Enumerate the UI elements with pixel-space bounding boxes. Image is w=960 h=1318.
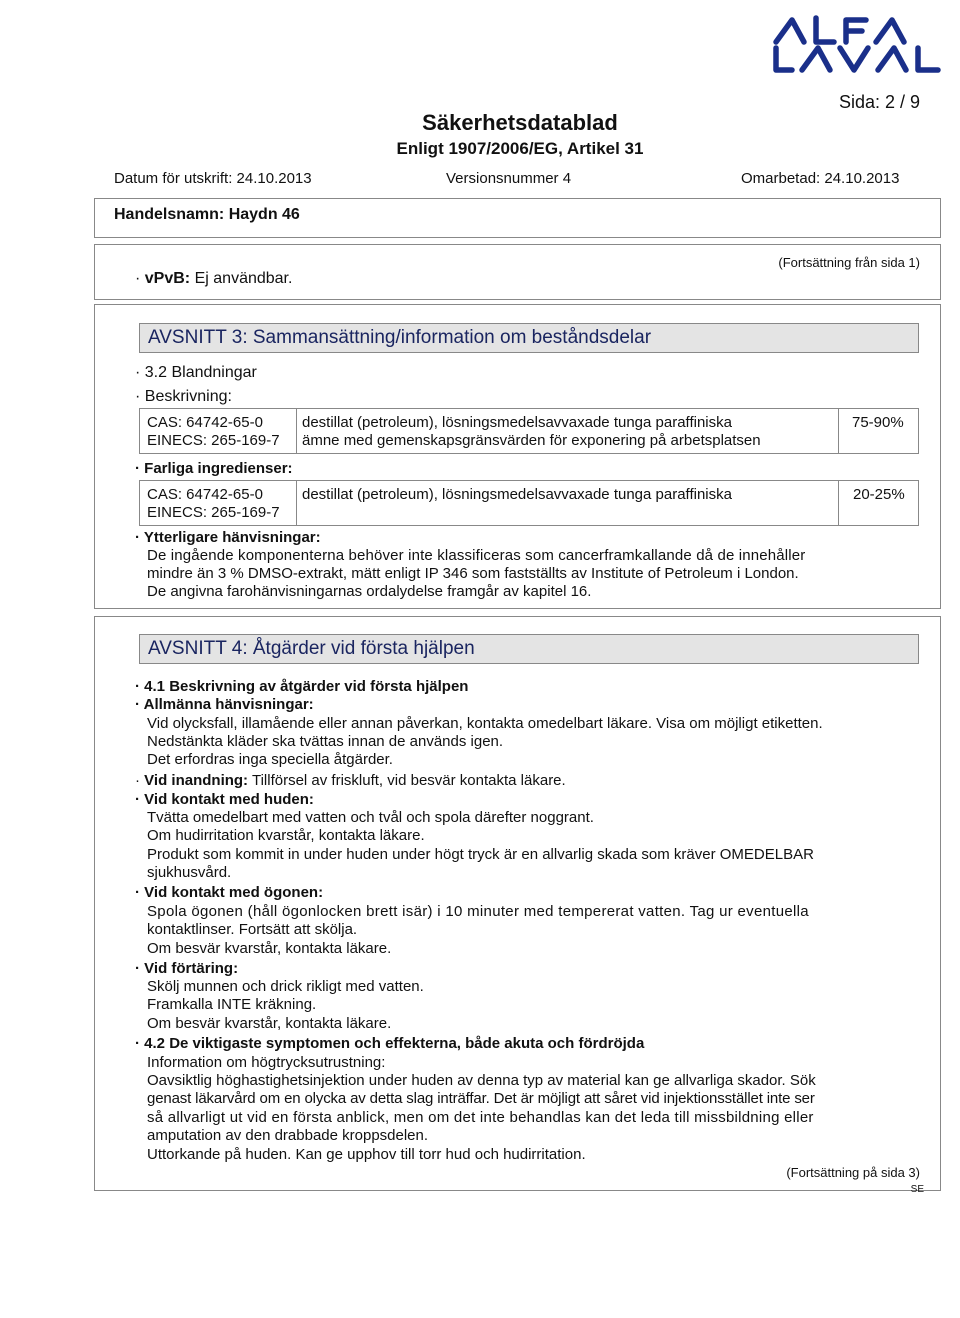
trade-name: Handelsnamn: Haydn 46 — [114, 206, 300, 223]
hp-line: Uttorkande på huden. Kan ge upphov till torr hud och hudirritation. — [147, 1146, 586, 1163]
print-date: Datum för utskrift: 24.10.2013 — [114, 170, 312, 187]
hp-line: Oavsiktlig höghastighetsinjektion under huden av denna typ av material kan ge allvarliga skador. Sök — [147, 1072, 816, 1089]
eye-line: Om besvär kvarstår, kontakta läkare. — [147, 940, 392, 957]
section3-heading: AVSNITT 3: Sammansättning/information om beståndsdelar — [139, 323, 919, 353]
eye-line: Spola ögonen (håll ögonlocken brett isär) i 10 minuter med tempererat vatten. Tag ur eventuella — [147, 903, 809, 920]
alfa-laval-logo — [772, 12, 944, 76]
description-label: · Beskrivning: — [135, 388, 232, 405]
subsection-4-2: · 4.2 De viktigaste symptomen och effekterna, både akuta och fördröjda — [135, 1035, 645, 1052]
version-number: Versionsnummer 4 — [446, 170, 572, 187]
document-subtitle: Enligt 1907/2006/EG, Artikel 31 — [396, 139, 644, 158]
vpvb-value: Ej användbar. — [194, 270, 293, 287]
ingestion-line: Skölj munnen och drick rikligt med vatten. — [147, 978, 424, 995]
description-name-line2: ämne med gemenskapsgränsvärden för exponering på arbetsplatsen — [302, 432, 761, 449]
hp-label: Information om högtrycksutrustning: — [147, 1054, 386, 1071]
bullet-dot: · — [135, 270, 141, 287]
hazardous-cas: CAS: 64742-65-0 — [147, 486, 263, 503]
hp-line: så allvarligt ut vid en första anblick, men om det inte behandlas kan det leda till missbildning eller — [147, 1109, 814, 1126]
document-title: Säkerhetsdatablad — [422, 110, 618, 135]
hp-line: genast läkarvård om en olycka av detta slag inträffar. Det är möjligt att såret vid injektionsstället inte ser — [147, 1090, 815, 1107]
eye-line: kontaktlinser. Fortsätt att skölja. — [147, 921, 358, 938]
inhalation-line: · Vid inandning: Tillförsel av friskluft, vid besvär kontakta läkare. — [135, 772, 566, 789]
general-line: Det erfordras inga speciella åtgärder. — [147, 751, 393, 768]
skin-line: Om hudirritation kvarstår, kontakta läkare. — [147, 827, 425, 844]
ingestion-line: Framkalla INTE kräkning. — [147, 996, 317, 1013]
ingestion-line: Om besvär kvarstår, kontakta läkare. — [147, 1015, 392, 1032]
description-name-line1: destillat (petroleum), lösningsmedelsavvaxade tunga paraffiniska — [302, 414, 732, 431]
subsection-3-2: · 3.2 Blandningar — [135, 364, 257, 381]
vpvb-label: vPvB: — [144, 270, 191, 287]
subsection-4-1: · 4.1 Beskrivning av åtgärder vid första hjälpen — [135, 678, 469, 695]
section4-heading: AVSNITT 4: Åtgärder vid första hjälpen — [139, 634, 919, 664]
vpvb-line — [135, 270, 292, 288]
hazardous-name: destillat (petroleum), lösningsmedelsavvaxade tunga paraffiniska — [302, 486, 732, 503]
further-line: mindre än 3 % DMSO-extrakt, mätt enligt IP 346 som fastställts av Institute of Petroleum i London. — [147, 565, 799, 582]
hazardous-einecs: EINECS: 265-169-7 — [147, 504, 280, 521]
hazardous-label: · Farliga ingredienser: — [135, 460, 293, 477]
skin-line: sjukhusvård. — [147, 864, 232, 881]
further-label: · Ytterligare hänvisningar: — [135, 529, 321, 546]
general-line: Nedstänkta kläder ska tvättas innan de används igen. — [147, 733, 504, 750]
description-cas: CAS: 64742-65-0 — [147, 414, 263, 431]
eye-label: · Vid kontakt med ögonen: — [135, 884, 324, 901]
further-line: De angivna farohänvisningarnas ordalydelse framgår av kapitel 16. — [147, 583, 592, 600]
language-code: SE — [910, 1184, 924, 1195]
continued-to: (Fortsättning på sida 3) — [786, 1165, 920, 1180]
page-number: Sida: 2 / 9 — [838, 92, 920, 112]
ingestion-label: · Vid förtäring: — [135, 960, 239, 977]
general-label: · Allmänna hänvisningar: — [135, 696, 314, 713]
description-einecs: EINECS: 265-169-7 — [147, 432, 280, 449]
general-line: Vid olycksfall, illamående eller annan påverkan, kontakta omedelbart läkare. Visa om möjligt etiketten. — [147, 715, 823, 732]
further-line: De ingående komponenterna behöver inte klassificeras som cancerframkallande då de innehåller — [147, 547, 806, 564]
trade-name-frame — [94, 198, 941, 238]
description-percent: 75-90% — [852, 414, 904, 431]
continued-from: (Fortsättning från sida 1) — [778, 255, 920, 270]
skin-line: Produkt som kommit in under huden under högt tryck är en allvarlig skada som kräver OMEDELBAR — [147, 846, 814, 863]
hp-line: amputation av den drabbade kroppsdelen. — [147, 1127, 429, 1144]
skin-line: Tvätta omedelbart med vatten och tvål och spola därefter noggrant. — [147, 809, 594, 826]
revised-date: Omarbetad: 24.10.2013 — [741, 170, 900, 187]
hazardous-percent: 20-25% — [853, 486, 905, 503]
skin-label: · Vid kontakt med huden: — [135, 791, 314, 808]
